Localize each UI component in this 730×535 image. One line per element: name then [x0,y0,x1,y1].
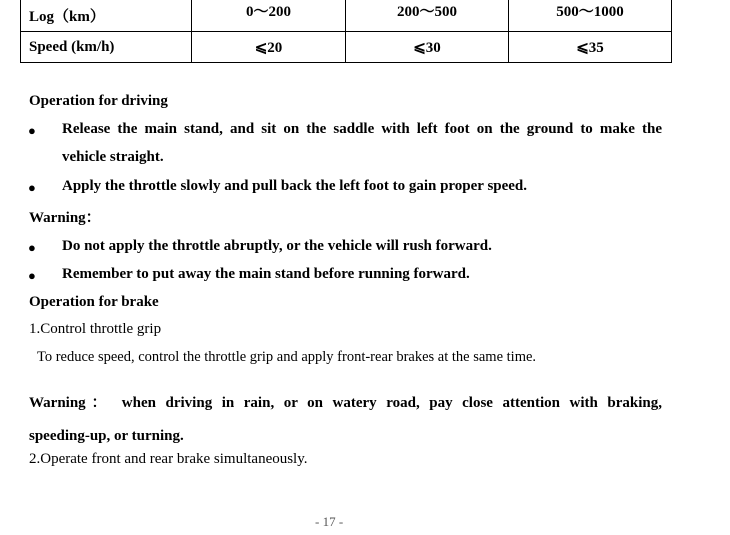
bullet-icon: ● [28,180,36,195]
table-header-label: Log（km） [21,0,192,32]
brake-heading: Operation for brake [29,294,159,310]
table-header-cell: 500～1000 [509,0,672,32]
driving-bullet-2: Apply the throttle slowly and pull back the left foot to gain proper speed. [62,178,528,194]
brake-step-1-text: To reduce speed, control the throttle grip and apply front-rear brakes at the same time. [37,349,537,365]
speed-limit-table [20,0,672,63]
bullet-icon: ● [28,123,36,138]
driving-bullet-4: Remember to put away the main stand before running forward. [62,266,470,282]
brake-step-2: 2.Operate front and rear brake simultaneously. [29,451,308,467]
table-cell: ⩽20 [192,32,346,63]
brake-step-1: 1.Control throttle grip [29,321,162,337]
table-cell: ⩽30 [346,32,509,63]
driving-bullet-1-line-2: vehicle straight. [62,149,164,165]
bullet-icon: ● [28,240,36,255]
table-row-label: Speed (km/h) [21,32,192,63]
table-row [21,32,672,63]
driving-bullet-3: Do not apply the throttle abruptly, or the vehicle will rush forward. [62,238,492,254]
table-cell: ⩽35 [509,32,672,63]
page-number: - 17 - [315,514,344,529]
table-header-cell: 0～200 [192,0,346,32]
table-row [21,0,672,32]
bullet-icon: ● [28,268,36,283]
driving-bullet-1-line-1: Release the main stand, and sit on the saddle with left foot on the ground to make the [62,121,662,137]
table-header-cell: 200～500 [346,0,509,32]
driving-warning-label: Warning： [29,210,101,226]
driving-heading: Operation for driving [29,93,168,109]
brake-warning-line-2: speeding-up, or turning. [29,428,184,444]
brake-warning-line-1: Warning： when driving in rain, or on watery road, pay close attention with braking, [29,395,662,411]
